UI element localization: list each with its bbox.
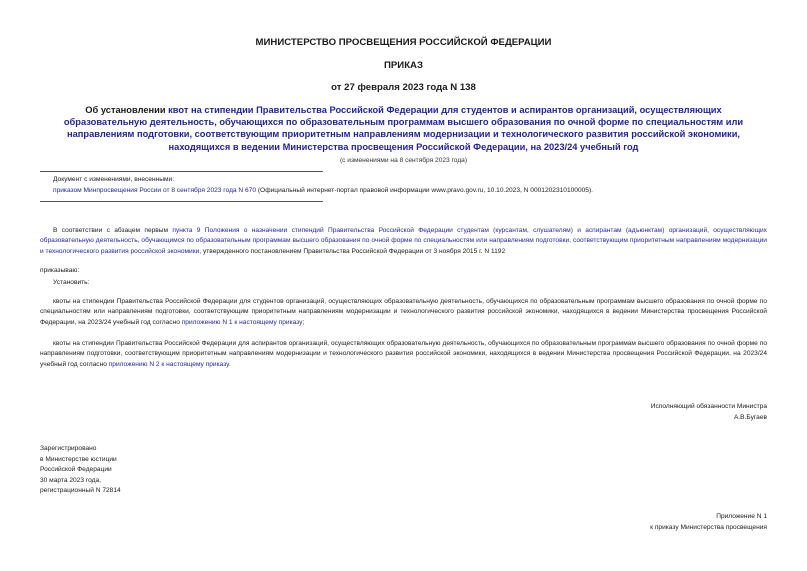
changes-source: (Официальный интернет-портал правовой информации www.pravo.gov.ru, 10.10.2023, N 0001202310100005). <box>256 187 593 194</box>
annex-reference: к приказу Министерства просвещения <box>650 523 767 531</box>
signatory-position: Исполняющий обязанности Министра <box>650 403 767 410</box>
signatory-name: А.В.Бугаев <box>733 413 767 421</box>
changes-label: Документ с изменениями, внесенными: <box>53 176 175 183</box>
basis-paragraph <box>40 226 767 257</box>
title-prefix: Об установлении <box>85 105 169 115</box>
annex-number: Приложение N 1 <box>716 513 767 520</box>
basis-link[interactable]: пункта 9 Положения о назначении стипендий Правительства Российской Федерации студентам (курсантам, слушателям) и аспирантам (адъюнктам) организаций, осуществляющих образовательную деятельность, обучающимся по образовательным программам высшего образования по очной форме по специальностям или направлениям подготовки, соответствующим приоритетным направлениям модернизации и технологического развития российской экономики <box>40 227 767 255</box>
quota-paragraph-students <box>40 297 767 328</box>
order-date-number: от 27 февраля 2023 года N 138 <box>331 82 476 93</box>
annex1-link[interactable]: приложению N 1 к настоящему приказу <box>181 318 303 326</box>
quota2-text: квоты на стипендии Правительства Российской Федерации для аспирантов организаций, осуществляющих образовательную деятельность, обучающихся по образовательным программам высшего образования по очной форме по направлениям подготовки, соответствующим приоритетным направлениям модернизации и технологического развития российской экономики, находящихся в ведении Министерства просвещения Российской Федерации, на 2023/24 учебный год согласно <box>40 340 767 368</box>
divider-top <box>40 171 323 172</box>
changes-link[interactable]: приказом Минпросвещения России от 8 сентября 2023 года N 670 <box>53 187 257 194</box>
registration-block <box>40 444 121 497</box>
basis-prefix: В соответствии с абзацем первым <box>53 227 173 234</box>
registration-line: Зарегистрировано <box>40 445 97 452</box>
document-title <box>60 104 747 153</box>
orders-word: приказываю: <box>40 267 80 274</box>
basis-suffix: , утвержденного постановлением Правительства Российской Федерации от 3 ноября 2015 г. N 1192 <box>199 247 506 255</box>
registration-line: 30 марта 2023 года, <box>40 476 101 484</box>
divider-bottom <box>40 201 323 202</box>
title-link[interactable]: квот на стипендии Правительства Российской Федерации для студентов и аспирантов организаций, осуществляющих образовательную деятельность, обучающихся по образовательным программам высшего образования по очной форме по специальностям или направлениям подготовки, соответствующим приоритетным направлениям модернизации и технологического развития российской экономики, находящихся в ведении Министерства просвещения Российской Федерации, на 2023/24 учебный год <box>63 105 744 152</box>
registration-line: регистрационный N 72814 <box>40 487 121 494</box>
signature-block <box>651 402 767 423</box>
quota2-end: . <box>228 360 231 368</box>
ministry-name: МИНИСТЕРСТВО ПРОСВЕЩЕНИЯ РОССИЙСКОЙ ФЕДЕРАЦИИ <box>255 37 552 48</box>
changes-entry <box>53 187 593 194</box>
annex2-link[interactable]: приложению N 2 к настоящему приказу <box>108 360 229 368</box>
doc-type: ПРИКАЗ <box>384 60 423 71</box>
registration-line: в Министерстве юстиции <box>40 455 117 463</box>
annex-header <box>650 512 767 533</box>
quota1-end: ; <box>302 318 305 326</box>
edited-note: (с изменениями на 8 сентября 2023 года) <box>339 157 468 164</box>
establish-word: Установить: <box>53 279 90 286</box>
registration-line: Российской Федерации <box>40 466 112 473</box>
quota-paragraph-postgraduates <box>40 339 767 370</box>
quota1-text: квоты на стипендии Правительства Российской Федерации для студентов организаций, осуществляющих образовательную деятельность, обучающихся по образовательным программам высшего образования по очной форме по специальностям или направлениям подготовки, соответствующим приоритетным направлениям модернизации и технологического развития российской экономики, находящихся в ведении Министерства просвещения Российской Федерации, на 2023/24 учебный год согласно <box>40 298 767 326</box>
